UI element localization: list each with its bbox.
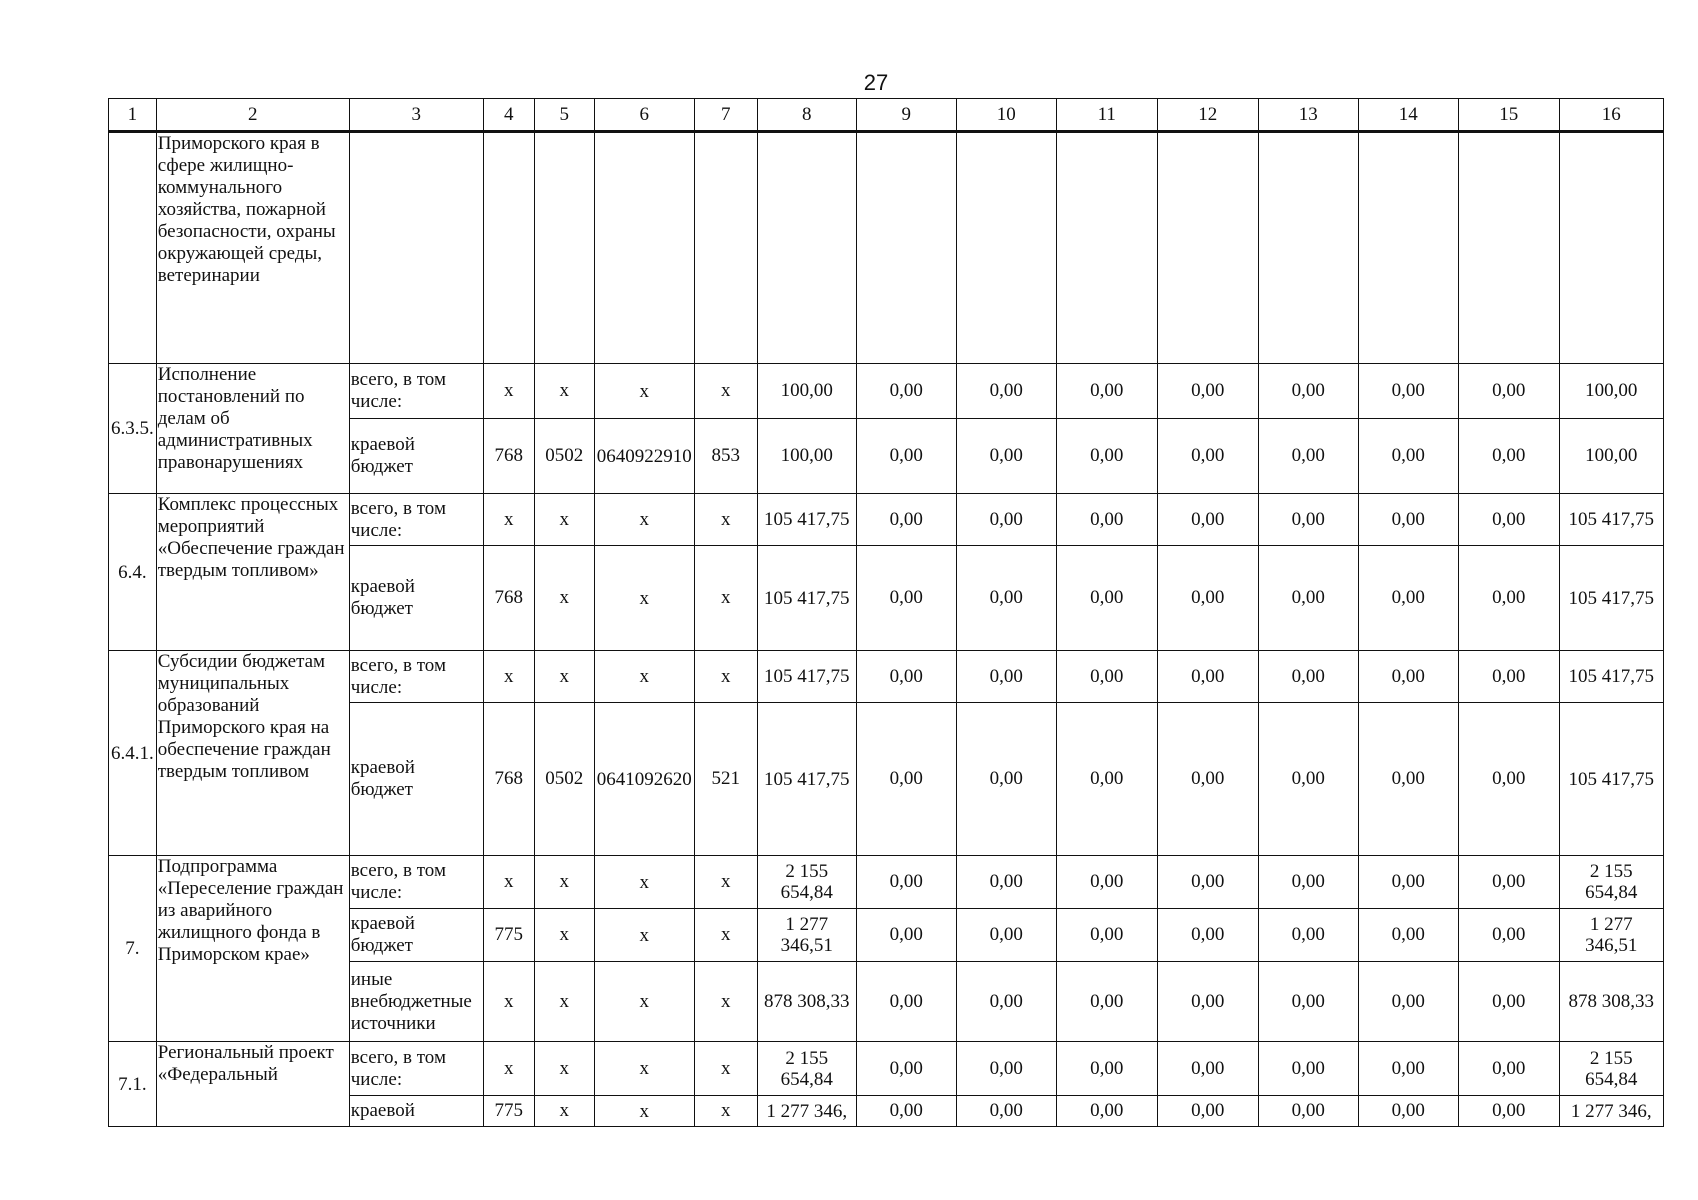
cell-col-4: x xyxy=(483,494,534,546)
item-name: Комплекс процессных мероприятий «Обеспечение граждан твердым топливом» xyxy=(156,494,349,651)
cell-col-10: 0,00 xyxy=(956,1096,1056,1127)
cell-col-10: 0,00 xyxy=(956,703,1056,856)
cell-col-11: 0,00 xyxy=(1056,703,1157,856)
cell-col-10: 0,00 xyxy=(956,494,1056,546)
table-row xyxy=(109,132,1664,364)
cell-col-8: 1 277 346,51 xyxy=(757,909,856,962)
cell-col-10: 0,00 xyxy=(956,651,1056,703)
cell-col-4: x xyxy=(483,1042,534,1096)
cell-col-12: 0,00 xyxy=(1157,1042,1258,1096)
column-number: 12 xyxy=(1157,99,1258,132)
cell-col-9: 0,00 xyxy=(856,651,956,703)
cell-col-7: x xyxy=(694,494,757,546)
cell-col-16: 2 155 654,84 xyxy=(1559,1042,1663,1096)
cell-col-11: 0,00 xyxy=(1056,856,1157,909)
cell-col-14: 0,00 xyxy=(1358,419,1458,494)
cell-col-12: 0,00 xyxy=(1157,909,1258,962)
funding-source: краевой бюджет xyxy=(349,419,483,494)
cell-col-12: 0,00 xyxy=(1157,1096,1258,1127)
cell-col-6: x xyxy=(594,494,694,546)
funding-source: всего, в том числе: xyxy=(349,364,483,419)
cell-col-15: 0,00 xyxy=(1458,419,1559,494)
cell-col-14: 0,00 xyxy=(1358,909,1458,962)
cell-col-14: 0,00 xyxy=(1358,856,1458,909)
column-number: 4 xyxy=(483,99,534,132)
cell-col-14: 0,00 xyxy=(1358,651,1458,703)
cell-col-7: x xyxy=(694,1096,757,1127)
cell-col-7: x xyxy=(694,909,757,962)
cell-col-9: 0,00 xyxy=(856,494,956,546)
cell-col-4: 775 xyxy=(483,909,534,962)
cell-col-9 xyxy=(856,132,956,364)
cell-col-4: 768 xyxy=(483,419,534,494)
cell-col-10: 0,00 xyxy=(956,962,1056,1042)
cell-col-9: 0,00 xyxy=(856,1042,956,1096)
cell-col-15: 0,00 xyxy=(1458,494,1559,546)
cell-col-5: x xyxy=(534,1042,594,1096)
cell-col-9: 0,00 xyxy=(856,419,956,494)
cell-col-4 xyxy=(483,132,534,364)
cell-col-12: 0,00 xyxy=(1157,651,1258,703)
cell-col-5: x xyxy=(534,962,594,1042)
cell-col-7: 853 xyxy=(694,419,757,494)
cell-col-11: 0,00 xyxy=(1056,1042,1157,1096)
cell-col-12: 0,00 xyxy=(1157,494,1258,546)
budget-table xyxy=(108,98,1664,1127)
cell-col-6: x xyxy=(594,1096,694,1127)
cell-col-15: 0,00 xyxy=(1458,1042,1559,1096)
cell-col-6: x xyxy=(594,651,694,703)
table-row xyxy=(109,856,1664,909)
item-name: Приморского края в сфере жилищно-коммунального хозяйства, пожарной безопасности, охраны окружающей среды, ветеринарии xyxy=(156,132,349,364)
cell-col-5: x xyxy=(534,1096,594,1127)
funding-source: краевой бюджет xyxy=(349,703,483,856)
cell-col-10 xyxy=(956,132,1056,364)
cell-col-15: 0,00 xyxy=(1458,651,1559,703)
cell-col-7 xyxy=(694,132,757,364)
item-name: Исполнение постановлений по делам об административных правонарушениях xyxy=(156,364,349,494)
cell-col-15: 0,00 xyxy=(1458,364,1559,419)
cell-col-11: 0,00 xyxy=(1056,909,1157,962)
item-name: Региональный проект «Федеральный xyxy=(156,1042,349,1127)
cell-col-5: x xyxy=(534,494,594,546)
funding-source: всего, в том числе: xyxy=(349,1042,483,1096)
cell-col-16: 105 417,75 xyxy=(1559,651,1663,703)
cell-col-7: x xyxy=(694,856,757,909)
cell-col-4: x xyxy=(483,962,534,1042)
funding-source xyxy=(349,132,483,364)
column-number: 13 xyxy=(1258,99,1358,132)
cell-col-14: 0,00 xyxy=(1358,364,1458,419)
page-number: 27 xyxy=(863,70,889,95)
column-number: 7 xyxy=(694,99,757,132)
item-number: 6.4. xyxy=(109,494,157,651)
item-number: 7. xyxy=(109,856,157,1042)
cell-col-4: 768 xyxy=(483,546,534,651)
cell-col-14 xyxy=(1358,132,1458,364)
funding-source: иные внебюджетные источники xyxy=(349,962,483,1042)
funding-source: краевой бюджет xyxy=(349,909,483,962)
cell-col-14: 0,00 xyxy=(1358,546,1458,651)
cell-col-16: 100,00 xyxy=(1559,419,1663,494)
cell-col-5: 0502 xyxy=(534,703,594,856)
cell-col-9: 0,00 xyxy=(856,1096,956,1127)
cell-col-5: x xyxy=(534,856,594,909)
cell-col-12 xyxy=(1157,132,1258,364)
cell-col-8: 105 417,75 xyxy=(757,494,856,546)
cell-col-13: 0,00 xyxy=(1258,364,1358,419)
column-number: 2 xyxy=(156,99,349,132)
column-number: 11 xyxy=(1056,99,1157,132)
cell-col-16: 1 277 346,51 xyxy=(1559,909,1663,962)
cell-col-4: 775 xyxy=(483,1096,534,1127)
column-number: 1 xyxy=(109,99,157,132)
table-row xyxy=(109,364,1664,419)
cell-col-13: 0,00 xyxy=(1258,856,1358,909)
funding-source: краевой xyxy=(349,1096,483,1127)
item-number: 6.4.1. xyxy=(109,651,157,856)
column-number: 14 xyxy=(1358,99,1458,132)
item-number: 6.3.5. xyxy=(109,364,157,494)
column-number: 10 xyxy=(956,99,1056,132)
cell-col-5: x xyxy=(534,364,594,419)
cell-col-12: 0,00 xyxy=(1157,364,1258,419)
cell-col-6: 0641092620 xyxy=(594,703,694,856)
cell-col-11 xyxy=(1056,132,1157,364)
cell-col-14: 0,00 xyxy=(1358,494,1458,546)
cell-col-8: 105 417,75 xyxy=(757,651,856,703)
cell-col-4: x xyxy=(483,651,534,703)
cell-col-6: 0640922910 xyxy=(594,419,694,494)
cell-col-12: 0,00 xyxy=(1157,856,1258,909)
cell-col-7: x xyxy=(694,364,757,419)
cell-col-10: 0,00 xyxy=(956,419,1056,494)
cell-col-14: 0,00 xyxy=(1358,962,1458,1042)
cell-col-4: 768 xyxy=(483,703,534,856)
cell-col-16: 105 417,75 xyxy=(1559,546,1663,651)
cell-col-8 xyxy=(757,132,856,364)
cell-col-15: 0,00 xyxy=(1458,962,1559,1042)
cell-col-16 xyxy=(1559,132,1663,364)
cell-col-12: 0,00 xyxy=(1157,962,1258,1042)
funding-source: всего, в том числе: xyxy=(349,856,483,909)
cell-col-16: 1 277 346, xyxy=(1559,1096,1663,1127)
item-name: Субсидии бюджетам муниципальных образований Приморского края на обеспечение граждан твердым топливом xyxy=(156,651,349,856)
cell-col-6 xyxy=(594,132,694,364)
cell-col-7: x xyxy=(694,651,757,703)
cell-col-16: 105 417,75 xyxy=(1559,494,1663,546)
cell-col-15: 0,00 xyxy=(1458,909,1559,962)
cell-col-9: 0,00 xyxy=(856,962,956,1042)
funding-source: краевой бюджет xyxy=(349,546,483,651)
cell-col-13: 0,00 xyxy=(1258,703,1358,856)
column-number: 16 xyxy=(1559,99,1663,132)
cell-col-8: 1 277 346, xyxy=(757,1096,856,1127)
item-number xyxy=(109,132,157,364)
cell-col-7: x xyxy=(694,546,757,651)
cell-col-10: 0,00 xyxy=(956,1042,1056,1096)
cell-col-5: x xyxy=(534,909,594,962)
funding-source: всего, в том числе: xyxy=(349,494,483,546)
cell-col-7: x xyxy=(694,962,757,1042)
cell-col-13: 0,00 xyxy=(1258,1096,1358,1127)
cell-col-5: x xyxy=(534,651,594,703)
cell-col-15 xyxy=(1458,132,1559,364)
cell-col-14: 0,00 xyxy=(1358,1042,1458,1096)
cell-col-11: 0,00 xyxy=(1056,364,1157,419)
cell-col-4: x xyxy=(483,364,534,419)
cell-col-15: 0,00 xyxy=(1458,856,1559,909)
cell-col-6: x xyxy=(594,962,694,1042)
cell-col-13: 0,00 xyxy=(1258,494,1358,546)
cell-col-14: 0,00 xyxy=(1358,1096,1458,1127)
cell-col-11: 0,00 xyxy=(1056,962,1157,1042)
table-row xyxy=(109,1042,1664,1096)
column-number: 6 xyxy=(594,99,694,132)
column-number: 15 xyxy=(1458,99,1559,132)
cell-col-11: 0,00 xyxy=(1056,546,1157,651)
cell-col-12: 0,00 xyxy=(1157,419,1258,494)
cell-col-6: x xyxy=(594,1042,694,1096)
column-number: 3 xyxy=(349,99,483,132)
cell-col-13: 0,00 xyxy=(1258,1042,1358,1096)
cell-col-16: 878 308,33 xyxy=(1559,962,1663,1042)
cell-col-10: 0,00 xyxy=(956,856,1056,909)
cell-col-12: 0,00 xyxy=(1157,703,1258,856)
cell-col-11: 0,00 xyxy=(1056,494,1157,546)
cell-col-15: 0,00 xyxy=(1458,703,1559,856)
cell-col-9: 0,00 xyxy=(856,703,956,856)
cell-col-8: 2 155 654,84 xyxy=(757,856,856,909)
cell-col-15: 0,00 xyxy=(1458,546,1559,651)
cell-col-5 xyxy=(534,132,594,364)
cell-col-11: 0,00 xyxy=(1056,419,1157,494)
cell-col-5: x xyxy=(534,546,594,651)
cell-col-14: 0,00 xyxy=(1358,703,1458,856)
cell-col-16: 105 417,75 xyxy=(1559,703,1663,856)
cell-col-13: 0,00 xyxy=(1258,419,1358,494)
cell-col-7: x xyxy=(694,1042,757,1096)
cell-col-10: 0,00 xyxy=(956,909,1056,962)
column-number-row xyxy=(109,99,1664,132)
cell-col-10: 0,00 xyxy=(956,546,1056,651)
cell-col-6: x xyxy=(594,856,694,909)
cell-col-8: 878 308,33 xyxy=(757,962,856,1042)
funding-source: всего, в том числе: xyxy=(349,651,483,703)
cell-col-6: x xyxy=(594,546,694,651)
cell-col-9: 0,00 xyxy=(856,909,956,962)
cell-col-13 xyxy=(1258,132,1358,364)
item-number: 7.1. xyxy=(109,1042,157,1127)
cell-col-6: x xyxy=(594,909,694,962)
cell-col-13: 0,00 xyxy=(1258,909,1358,962)
cell-col-5: 0502 xyxy=(534,419,594,494)
cell-col-9: 0,00 xyxy=(856,546,956,651)
column-number: 5 xyxy=(534,99,594,132)
table-row xyxy=(109,651,1664,703)
cell-col-11: 0,00 xyxy=(1056,651,1157,703)
cell-col-8: 105 417,75 xyxy=(757,546,856,651)
cell-col-9: 0,00 xyxy=(856,856,956,909)
cell-col-13: 0,00 xyxy=(1258,546,1358,651)
cell-col-11: 0,00 xyxy=(1056,1096,1157,1127)
cell-col-8: 100,00 xyxy=(757,419,856,494)
cell-col-16: 2 155 654,84 xyxy=(1559,856,1663,909)
table-row xyxy=(109,494,1664,546)
item-name: Подпрограмма «Переселение граждан из аварийного жилищного фонда в Приморском крае» xyxy=(156,856,349,1042)
column-number: 8 xyxy=(757,99,856,132)
column-number: 9 xyxy=(856,99,956,132)
cell-col-16: 100,00 xyxy=(1559,364,1663,419)
cell-col-15: 0,00 xyxy=(1458,1096,1559,1127)
cell-col-13: 0,00 xyxy=(1258,651,1358,703)
cell-col-8: 100,00 xyxy=(757,364,856,419)
cell-col-7: 521 xyxy=(694,703,757,856)
cell-col-13: 0,00 xyxy=(1258,962,1358,1042)
cell-col-6: x xyxy=(594,364,694,419)
cell-col-10: 0,00 xyxy=(956,364,1056,419)
cell-col-8: 2 155 654,84 xyxy=(757,1042,856,1096)
cell-col-9: 0,00 xyxy=(856,364,956,419)
cell-col-4: x xyxy=(483,856,534,909)
cell-col-8: 105 417,75 xyxy=(757,703,856,856)
cell-col-12: 0,00 xyxy=(1157,546,1258,651)
